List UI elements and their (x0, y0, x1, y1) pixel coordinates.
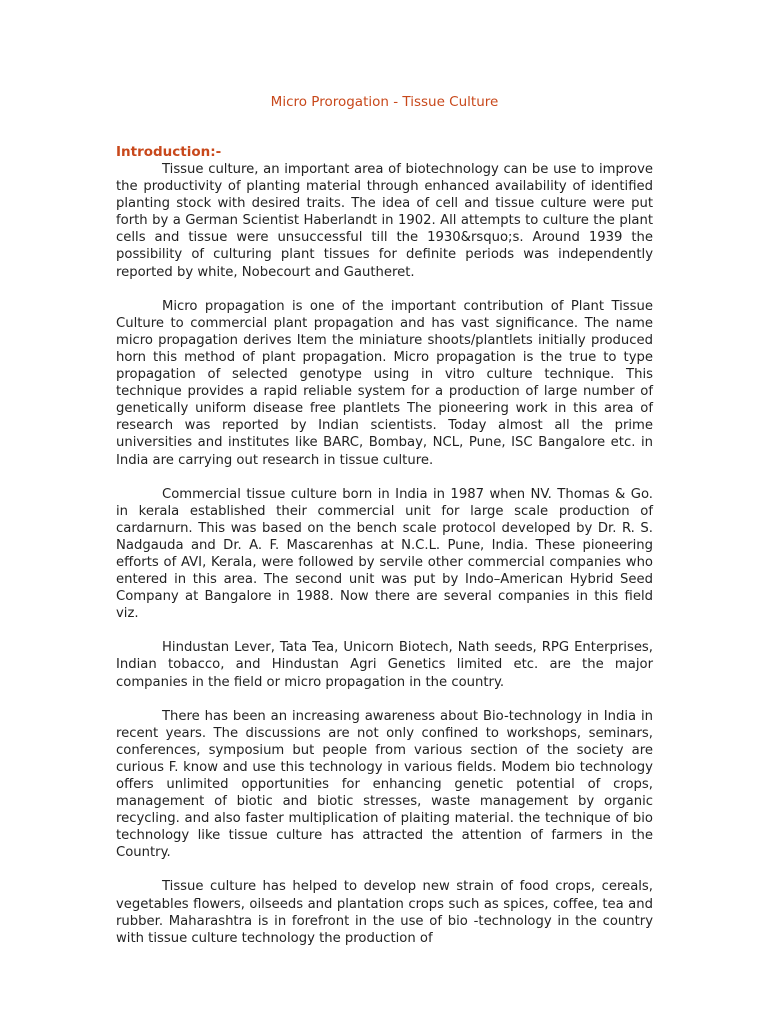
paragraph: Commercial tissue culture born in India in 1987 when NV. Thomas & Go. in kerala established their commercial unit for large scale production of cardarnurn. This was based on the bench scale protocol developed by Dr. R. S. Nadgauda and Dr. A. F. Mascarenhas at N.C.L. Pune, India. These pioneering efforts of AVI, Kerala, were followed by servile other commercial companies who entered in this area. The second unit was put by Indo–American Hybrid Seed Company at Bangalore in 1988. Now there are several companies in this field viz. (116, 486, 653, 622)
paragraph: Tissue culture, an important area of biotechnology can be use to improve the productivity of planting material through enhanced availability of identified planting stock with desired traits. The idea of cell and tissue culture were put forth by a German Scientist Haberlandt in 1902. All attempts to culture the plant cells and tissue were unsuccessful till the 1930&rsquo;s. Around 1939 the possibility of culturing plant tissues for definite periods was independently reported by white, Nobecourt and Gautheret. (116, 162, 653, 280)
document-title: Micro Prorogation - Tissue Culture (270, 94, 499, 110)
paragraph: Tissue culture has helped to develop new strain of food crops, cereals, vegetables flowers, oilseeds and plantation crops such as spices, coffee, tea and rubber. Maharashtra is in forefront in the use of bio -technology in the country with tissue culture technology the production of (116, 879, 653, 946)
paragraph: Hindustan Lever, Tata Tea, Unicorn Biotech, Nath seeds, RPG Enterprises, Indian tobacco, and Hindustan Agri Genetics limited etc. are the major companies in the field or micro propagation in the country. (116, 640, 653, 690)
section-heading-introduction: Introduction:- (116, 144, 222, 160)
paragraph: Micro propagation is one of the important contribution of Plant Tissue Culture to commercial plant propagation and has vast significance. The name micro propagation derives Item the miniature shoots/plantlets initially produced horn this method of plant propagation. Micro propagation is the true to type propagation of selected genotype using in vitro culture technique. This technique provides a rapid reliable system for a production of large number of genetically uniform disease free plantlets The pioneering work in this area of research was reported by Indian scientists. Today almost all the prime universities and institutes like BARC, Bombay, NCL, Pune, ISC Bangalore etc. in India are carrying out research in tissue culture. (116, 298, 653, 468)
document-body (116, 161, 653, 964)
paragraph: There has been an increasing awareness about Bio-technology in India in recent years. The discussions are not only confined to workshops, seminars, conferences, symposium but people from various section of the society are curious F. know and use this technology in various fields. Modem bio technology offers unlimited opportunities for enhancing genetic potential of crops, management of biotic and biotic stresses, waste management by organic recycling. and also faster multiplication of plaiting material. the technique of bio technology like tissue culture has attracted the attention of farmers in the Country. (116, 708, 653, 861)
